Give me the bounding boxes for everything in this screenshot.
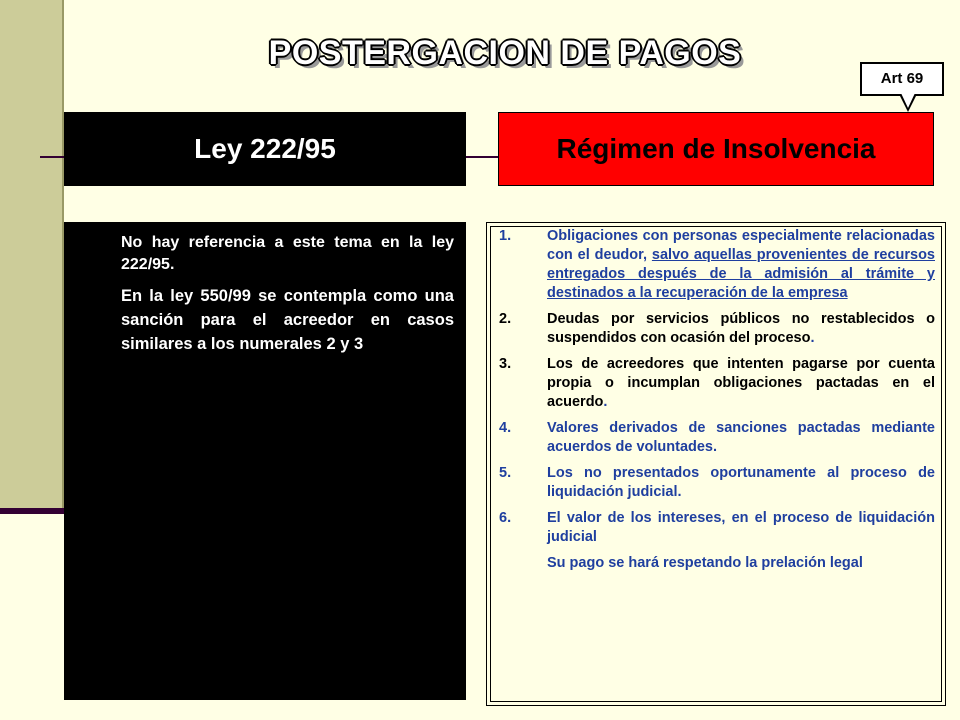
item-text: El valor de los intereses, en el proceso de liquidación judicial [547,510,935,545]
left-connector-line [40,156,66,158]
footer-note-text: Su pago se hará respetando la prelación legal [547,555,863,571]
footer-note [497,554,935,573]
header-ley-222: Ley 222/95 [64,112,466,186]
item-trailing-period: . [603,394,608,410]
list-item [497,419,935,457]
item-text: Valores derivados de sanciones pactadas mediante acuerdos de voluntades. [547,420,935,455]
list-item [497,509,935,547]
item-text: Los de acreedores que intenten pagarse por cuenta propia o incumplan obligaciones pactadas en el acuerdo [547,356,935,410]
callout-pointer-fill [901,93,915,108]
middle-connector-line [466,156,500,158]
left-paragraph: No hay referencia a este tema en la ley 222/95. [121,234,454,273]
art-callout: Art 69 [860,62,944,96]
list-item [497,355,935,412]
left-panel [64,222,466,700]
item-number: 1. [499,228,512,244]
item-text: Los no presentados oportunamente al proceso de liquidación judicial. [547,465,935,500]
obligations-list [497,227,935,580]
left-paragraph: En la ley 550/99 se contempla como una sanción para el acreedor en casos similares a los numerales 2 y 3 [121,287,454,353]
item-number: 4. [499,420,512,436]
list-item [497,310,935,348]
item-number: 5. [499,465,512,481]
item-text: Deudas por servicios públicos no restablecidos o suspendidos con ocasión del proceso [547,311,935,346]
item-number: 2. [499,311,512,327]
item-number: 3. [499,356,512,372]
item-underlined-text: salvo aquellas provenientes de recursos entregados después de la admisión al trámite y destinados a la recuperación de la empresa [547,247,935,301]
list-item [497,464,935,502]
item-number: 6. [499,510,512,526]
page-title: POSTERGACION DE PAGOS [268,34,742,72]
header-regimen-insolvencia: Régimen de Insolvencia [498,112,934,186]
list-item [497,227,935,303]
sidebar-divider [0,508,64,514]
item-text: Obligaciones con personas especialmente relacionadas con el deudor, [547,228,935,263]
item-trailing-period: . [810,330,815,346]
right-panel [486,222,946,706]
sidebar-strip [0,0,64,510]
